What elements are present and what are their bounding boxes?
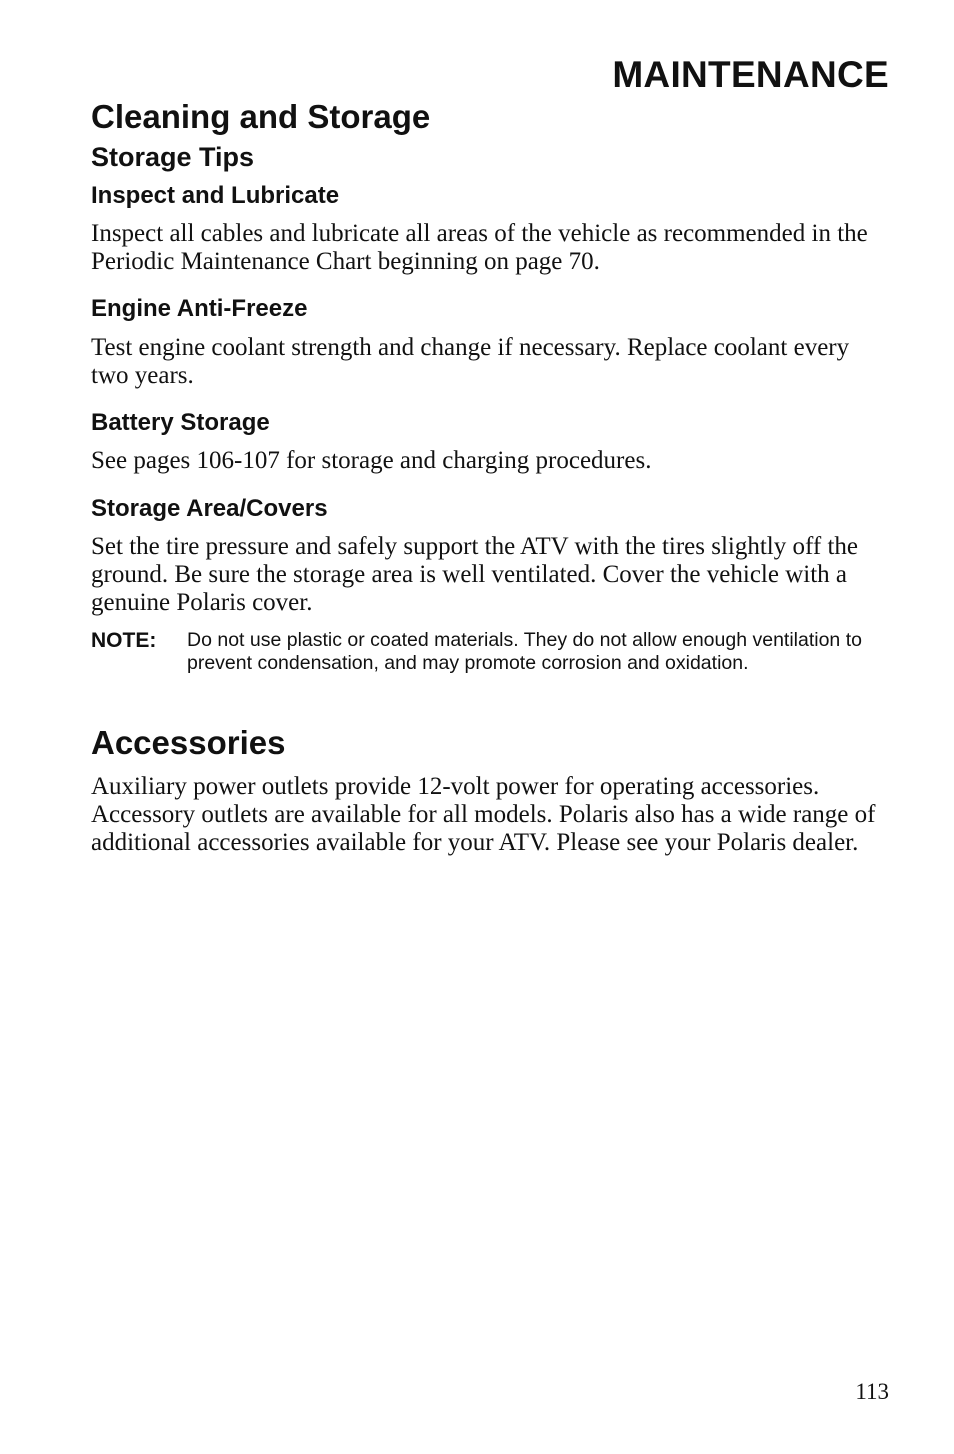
paragraph-inspect-and-lubricate: Inspect all cables and lubricate all areas of the vehicle as recommended in the Periodic Maintenance Chart beginning on page 70. [91,220,868,275]
note-block [91,629,889,675]
page-number: 113 [855,1379,889,1404]
topic-heading-battery-storage: Battery Storage [91,409,270,436]
chapter-heading: MAINTENANCE [612,54,889,95]
subsection-title-storage-tips: Storage Tips [91,142,255,172]
topic-heading-storage-area-covers: Storage Area/Covers [91,495,328,522]
section-title-accessories: Accessories [91,724,286,761]
section-title-cleaning-and-storage: Cleaning and Storage [91,98,431,135]
paragraph-engine-anti-freeze: Test engine coolant strength and change if necessary. Replace coolant every two years. [91,334,850,389]
paragraph-battery-storage: See pages 106-107 for storage and charging procedures. [91,447,652,474]
note-text: Do not use plastic or coated materials. They do not allow enough ventilation to prevent condensation, and may promote corrosion and oxidation. [187,629,862,674]
manual-page [91,0,889,1454]
paragraph-accessories: Auxiliary power outlets provide 12-volt power for operating accessories. Accessory outlets are available for all models. Polaris also has a wide range of additional accessories available for your ATV. Please see your Polaris dealer. [91,773,876,856]
topic-heading-inspect-and-lubricate: Inspect and Lubricate [91,182,340,209]
note-label: NOTE: [91,629,157,652]
topic-heading-engine-anti-freeze: Engine Anti-Freeze [91,295,308,322]
paragraph-storage-area-covers: Set the tire pressure and safely support the ATV with the tires slightly off the ground. Be sure the storage area is well ventilated. Cover the vehicle with a genuine Polaris cover. [91,533,858,616]
